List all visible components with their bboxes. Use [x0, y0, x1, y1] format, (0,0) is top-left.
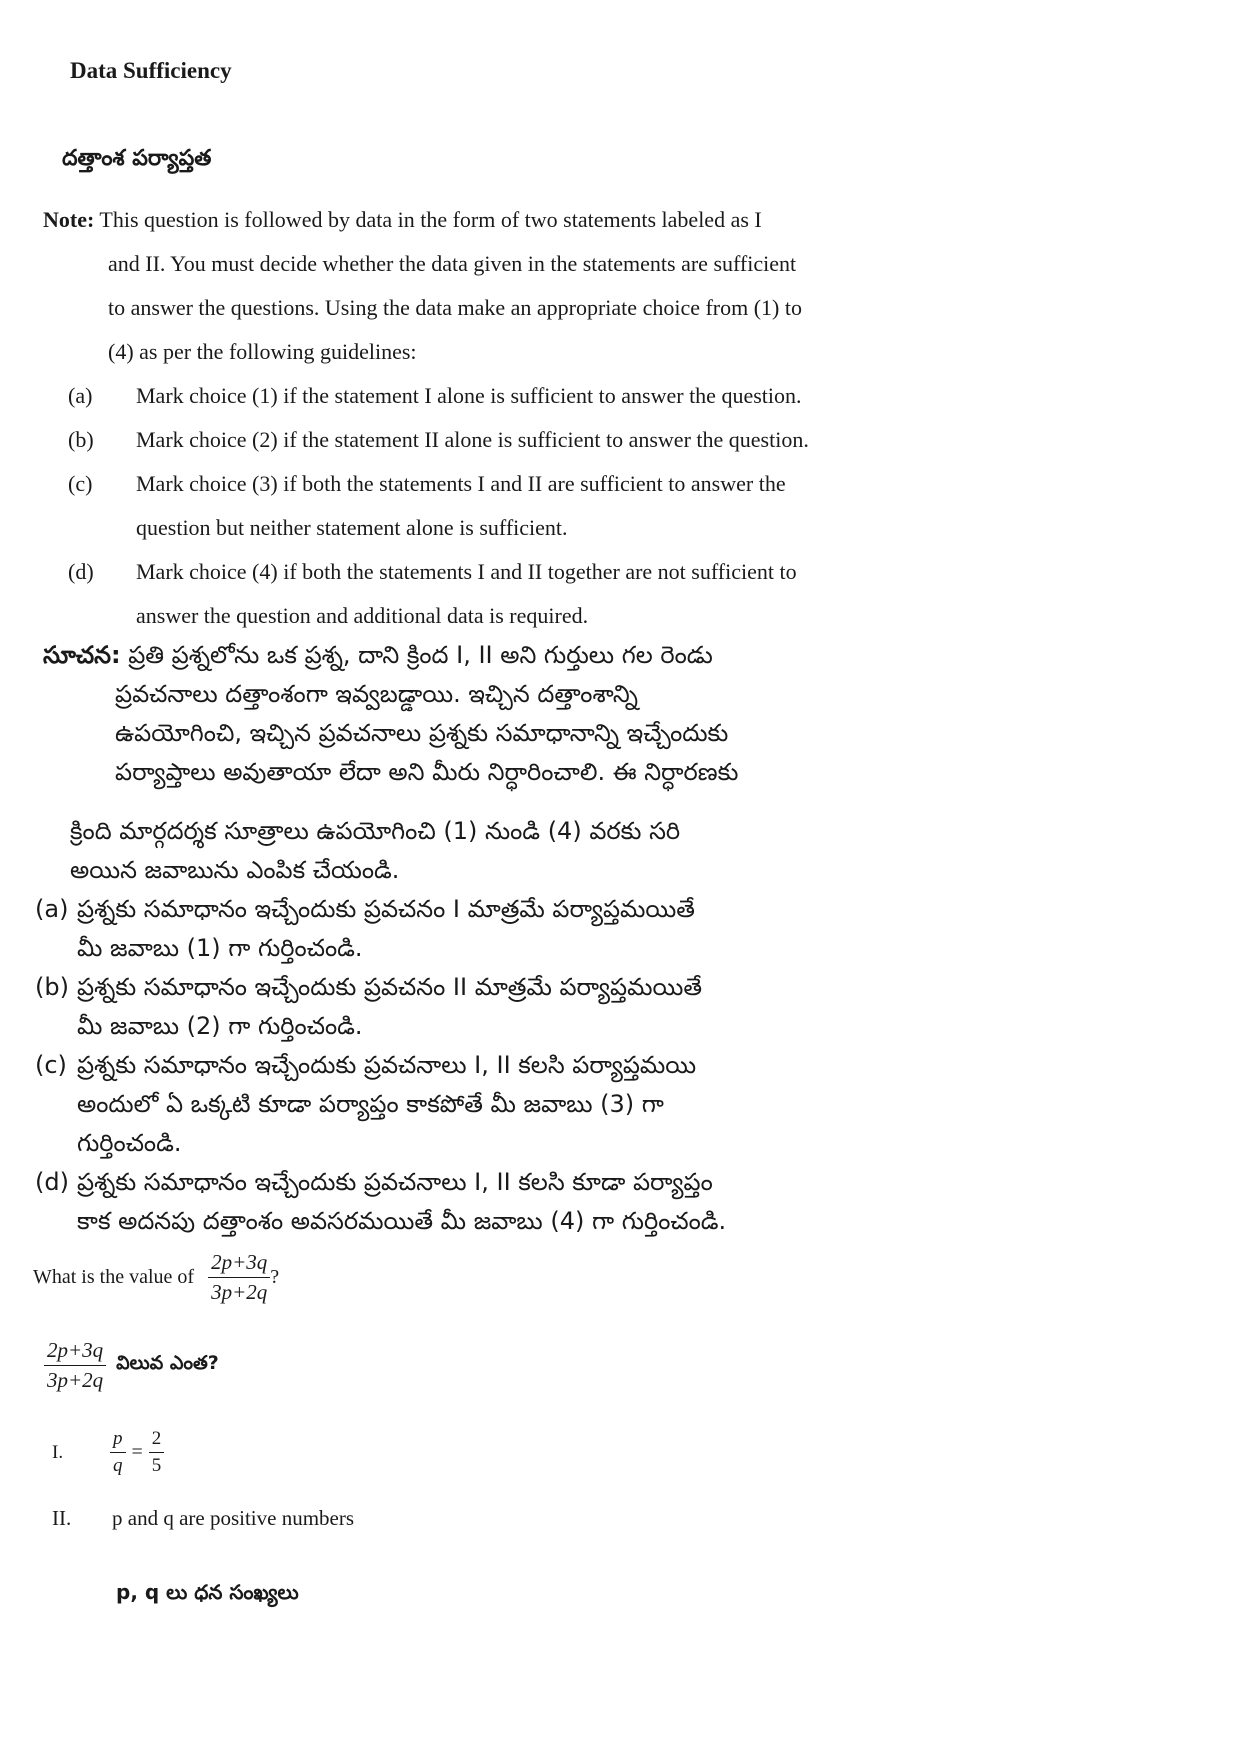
guideline-label: (d) [68, 559, 94, 584]
guideline-te-c [35, 1046, 905, 1085]
note-te-line: ఉపయోగించి, ఇచ్చిన ప్రవచనాలు ప్రశ్నకు సమాధానాన్ని ఇచ్చేందుకు [115, 719, 729, 747]
note-line: (4) as per the following guidelines: [108, 339, 417, 364]
note-te-line: అయిన జవాబును ఎంపిక చేయండి. [70, 856, 400, 884]
guideline-text: Mark choice (2) if the statement II alone is sufficient to answer the question. [136, 427, 809, 452]
note-label: Note: [43, 207, 95, 232]
guideline-b [43, 418, 903, 462]
note-te-label: సూచన: [43, 641, 121, 669]
question-te-suffix: విలువ ఎంత? [116, 1352, 219, 1374]
statement-2 [52, 1506, 354, 1531]
guideline-te-text: ప్రశ్నకు సమాధానం ఇచ్చేందుకు ప్రవచనం I మాత్రమే పర్యాప్తమయితే [77, 895, 695, 923]
fraction-numerator: 2 [149, 1428, 165, 1453]
note-te-text: ప్రతి ప్రశ్నలోను ఒక ప్రశ్న, దాని క్రింద I, II అని గుర్తులు గల రెండు [128, 641, 713, 669]
equals-sign: = [131, 1441, 143, 1463]
question-suffix: ? [270, 1266, 280, 1288]
note-te-line: ప్రవచనాలు దత్తాంశంగా ఇవ్వబడ్డాయి. ఇచ్చిన దత్తాంశాన్ని [115, 680, 638, 708]
statement-text: p and q are positive numbers [112, 1506, 355, 1530]
question-prefix: What is the value of [33, 1266, 195, 1288]
fraction-denominator: 3p+2q [47, 1368, 104, 1392]
question-telugu [44, 1338, 219, 1393]
guideline-te-a [35, 890, 905, 929]
fraction-denominator: q [113, 1455, 123, 1476]
note-te-line: పర్యాప్తాలు అవుతాయా లేదా అని మీరు నిర్ధారించాలి. ఈ నిర్ధారణకు [115, 758, 739, 786]
guideline-te-text: ప్రశ్నకు సమాధానం ఇచ్చేందుకు ప్రవచనాలు I, II కలసి పర్యాప్తమయి [77, 1051, 697, 1079]
fraction-numerator: p [110, 1428, 126, 1453]
guideline-te-text: ప్రశ్నకు సమాధానం ఇచ్చేందుకు ప్రవచనాలు I, II కలసి కూడా పర్యాప్తం [77, 1168, 713, 1196]
note-telugu [43, 636, 913, 792]
note-english [43, 198, 903, 638]
guideline-te-label: (c) [35, 1051, 67, 1079]
question-fraction [208, 1250, 270, 1305]
guideline-label: (a) [68, 383, 93, 408]
guidelines-telugu [35, 812, 905, 1241]
guideline-label: (c) [68, 471, 93, 496]
statement-label: I. [52, 1441, 64, 1463]
note-text: This question is followed by data in the form of two statements labeled as I [99, 207, 762, 232]
statement-label: II. [52, 1506, 72, 1530]
fraction-numerator: 2p+3q [44, 1338, 106, 1366]
guideline-te-text: ప్రశ్నకు సమాధానం ఇచ్చేందుకు ప్రవచనం II మాత్రమే పర్యాప్తమయితే [77, 973, 703, 1001]
guideline-c [43, 462, 903, 506]
note-line: to answer the questions. Using the data make an appropriate choice from (1) to [108, 295, 802, 320]
statement-rhs-fraction [149, 1428, 165, 1477]
guideline-text: Mark choice (1) if the statement I alone is sufficient to answer the question. [136, 383, 802, 408]
page-title: Data Sufficiency [70, 58, 232, 83]
page-title-telugu: దత్తాంశ పర్యాప్తత [62, 146, 212, 171]
note-line: and II. You must decide whether the data given in the statements are sufficient [108, 251, 797, 276]
guideline-te-text: గుర్తించండి. [77, 1129, 182, 1157]
guideline-te-d [35, 1163, 905, 1202]
fraction-numerator: 2p+3q [208, 1250, 270, 1278]
guideline-te-label: (a) [35, 895, 69, 923]
guideline-te-label: (b) [35, 973, 69, 1001]
guideline-label: (b) [68, 427, 94, 452]
guideline-te-text: మీ జవాబు (2) గా గుర్తించండి. [77, 1012, 363, 1040]
note-te-line [43, 636, 913, 675]
note-line [43, 198, 903, 242]
fraction-denominator: 5 [151, 1455, 162, 1476]
guideline-te-label: (d) [35, 1168, 69, 1196]
guideline-text: answer the question and additional data is required. [136, 603, 589, 628]
statement-lhs-fraction [110, 1428, 126, 1477]
statement-2-telugu: p, q లు ధన సంఖ్యలు [116, 1580, 299, 1604]
guideline-d [43, 550, 903, 594]
question-fraction [44, 1338, 106, 1393]
guideline-text: Mark choice (3) if both the statements I and II are sufficient to answer the [136, 471, 786, 496]
guideline-te-text: అందులో ఏ ఒక్కటి కూడా పర్యాప్తం కాకపోతే మీ జవాబు (3) గా [77, 1090, 664, 1118]
guideline-te-b [35, 968, 905, 1007]
guideline-text: question but neither statement alone is sufficient. [136, 515, 568, 540]
guideline-te-text: కాక అదనపు దత్తాంశం అవసరమయితే మీ జవాబు (4) గా గుర్తించండి. [77, 1207, 727, 1235]
guideline-te-text: మీ జవాబు (1) గా గుర్తించండి. [77, 934, 363, 962]
fraction-denominator: 3p+2q [211, 1280, 268, 1304]
statement-1 [52, 1428, 164, 1477]
guideline-text: Mark choice (4) if both the statements I and II together are not sufficient to [136, 559, 797, 584]
guideline-a [43, 374, 903, 418]
question-english [33, 1250, 279, 1305]
note-te-line: క్రింది మార్గదర్శక సూత్రాలు ఉపయోగించి (1) నుండి (4) వరకు సరి [70, 817, 681, 845]
